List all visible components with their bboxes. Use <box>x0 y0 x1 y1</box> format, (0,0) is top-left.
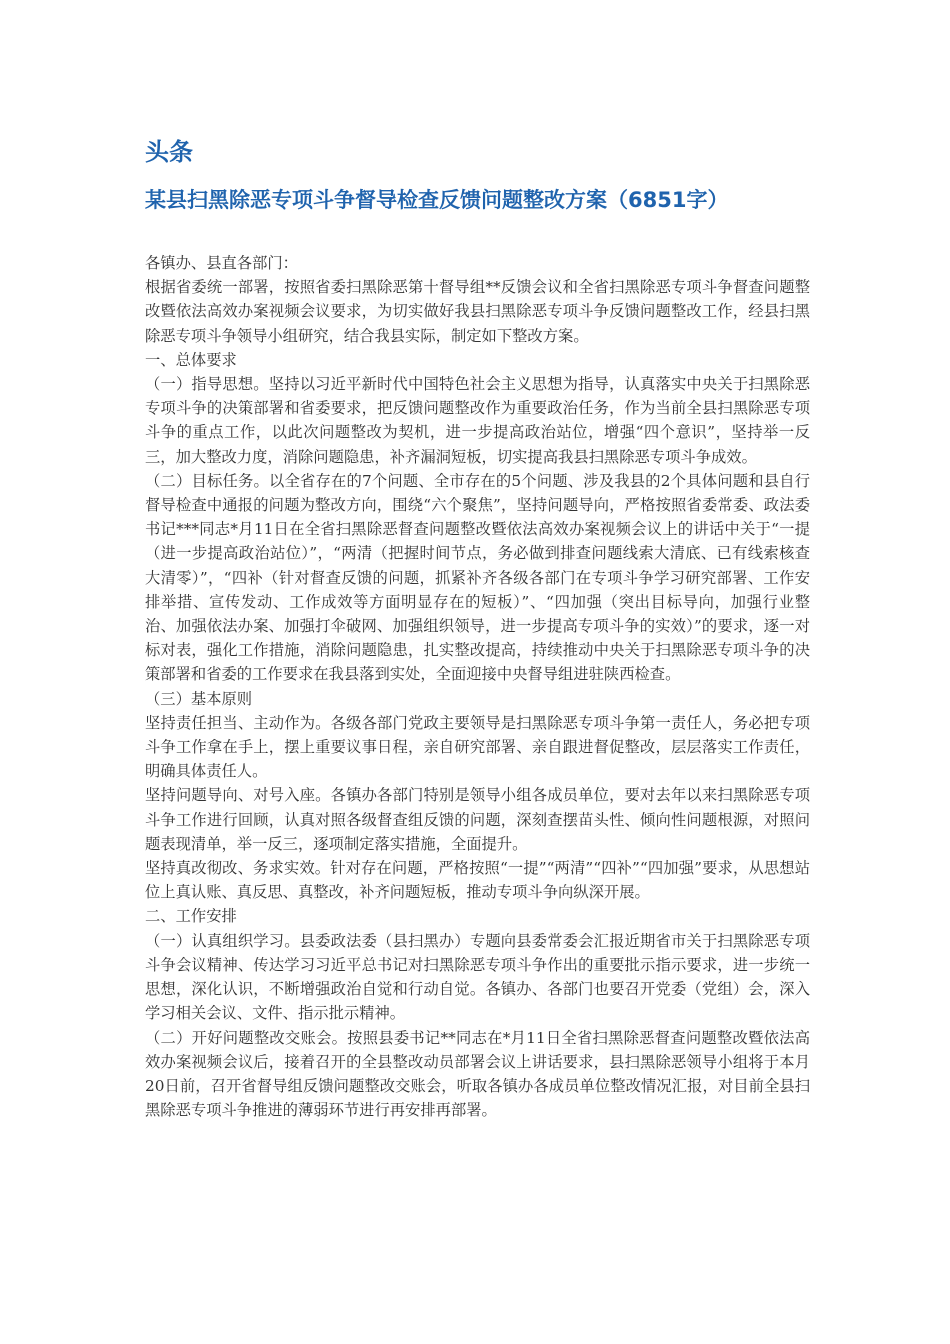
section-heading: 一、总体要求 <box>145 350 237 369</box>
intro-paragraph: 根据省委统一部署，按照省委扫黑除恶第十督导组**反馈会议和全省扫黑除恶专项斗争督查问题整改暨依法高效办案视频会议要求，为切实做好我县扫黑除恶专项斗争反馈问题整改工作，经县扫黑除恶专项斗争领导小组研究，结合我县实际，制定如下整改方案。 <box>145 278 810 345</box>
body-paragraph: 坚持问题导向、对号入座。各镇办各部门特别是领导小组各成员单位，要对去年以来扫黑除恶专项斗争工作进行回顾，认真对照各级督查组反馈的问题，深刻查摆苗头性、倾向性问题根源，对照问题表现清单，举一反三，逐项制定落实措施，全面提升。 <box>145 786 810 853</box>
body-paragraph: 坚持真改彻改、务求实效。针对存在问题，严格按照“一提”“两清”“四补”“四加强”要求，从思想站位上真认账、真反思、真整改，补齐问题短板，推动专项斗争向纵深开展。 <box>145 859 810 902</box>
body-paragraph: 坚持责任担当、主动作为。各级各部门党政主要领导是扫黑除恶专项斗争第一责任人，务必把专项斗争工作拿在手上，摆上重要议事日程，亲自研究部署、亲自跟进督促整改，层层落实工作责任，明确具体责任人。 <box>145 713 810 781</box>
salutation: 各镇办、县直各部门： <box>145 254 298 272</box>
body-paragraph: （二）开好问题整改交账会。按照县委书记**同志在*月11日全省扫黑除恶督查问题整改暨依法高效办案视频会议后，接着召开的全县整改动员部署会议上讲话要求，县扫黑除恶领导小组将于本月20日前，召开省督导组反馈问题整改交账会，听取各镇办各成员单位整改情况汇报，对目前全县扫黑除恶专项斗争推进的薄弱环节进行再安排再部署。 <box>145 1028 810 1120</box>
subsection-heading: （三）基本原则 <box>145 689 253 708</box>
section-heading: 二、工作安排 <box>145 907 237 926</box>
body-paragraph: （一）指导思想。坚持以习近平新时代中国特色社会主义思想为指导，认真落实中央关于扫黑除恶专项斗争的决策部署和省委要求，把反馈问题整改作为重要政治任务，作为当前全县扫黑除恶专项斗争的重点工作，以此次问题整改为契机，进一步提高政治站位，增强“四个意识”，坚持举一反三，加大整改力度，消除问题隐患，补齐漏洞短板，切实提高我县扫黑除恶专项斗争成效。 <box>145 375 810 466</box>
body-paragraph: （二）目标任务。以全省存在的7个问题、全市存在的5个问题、涉及我县的2个具体问题和县自行督导检查中通报的问题为整改方向，围绕“六个聚焦”，坚持问题导向，严格按照省委常委、政法委书记***同志*月11日在全省扫黑除恶督查问题整改暨依法高效办案视频会议上的讲话中关于“一提（进一步提高政治站位）”，“两清（把握时间节点，务必做到排查问题线索大清底、已有线索核查大清零）”，“四补（针对督查反馈的问题，抓紧补齐各级各部门在专项斗争学习研究部署、工作安排举措、宣传发动、工作成效等方面明显存在的短板）”、“四加强（突出目标导向，加强行业整治、加强依法办案、加强打伞破网、加强组织领导，进一步提高专项斗争的实效）”的要求，逐一对标对表，强化工作措施，消除问题隐患，扎实整改提高，持续推动中央关于扫黑除恶专项斗争的决策部署和省委的工作要求在我县落到实处，全面迎接中央督导组进驻陕西检查。 <box>145 471 810 684</box>
section-tag: 头条 <box>145 138 193 166</box>
document-body <box>145 251 810 1122</box>
document-title: 某县扫黑除恶专项斗争督导检查反馈问题整改方案（6851字） <box>145 188 729 212</box>
body-paragraph: （一）认真组织学习。县委政法委（县扫黑办）专题向县委常委会汇报近期省市关于扫黑除恶专项斗争会议精神、传达学习习近平总书记对扫黑除恶专项斗争作出的重要批示指示要求，进一步统一思想，深化认识，不断增强政治自觉和行动自觉。各镇办、各部门也要召开党委（党组）会，深入学习相关会议、文件、指示批示精神。 <box>145 931 810 1023</box>
